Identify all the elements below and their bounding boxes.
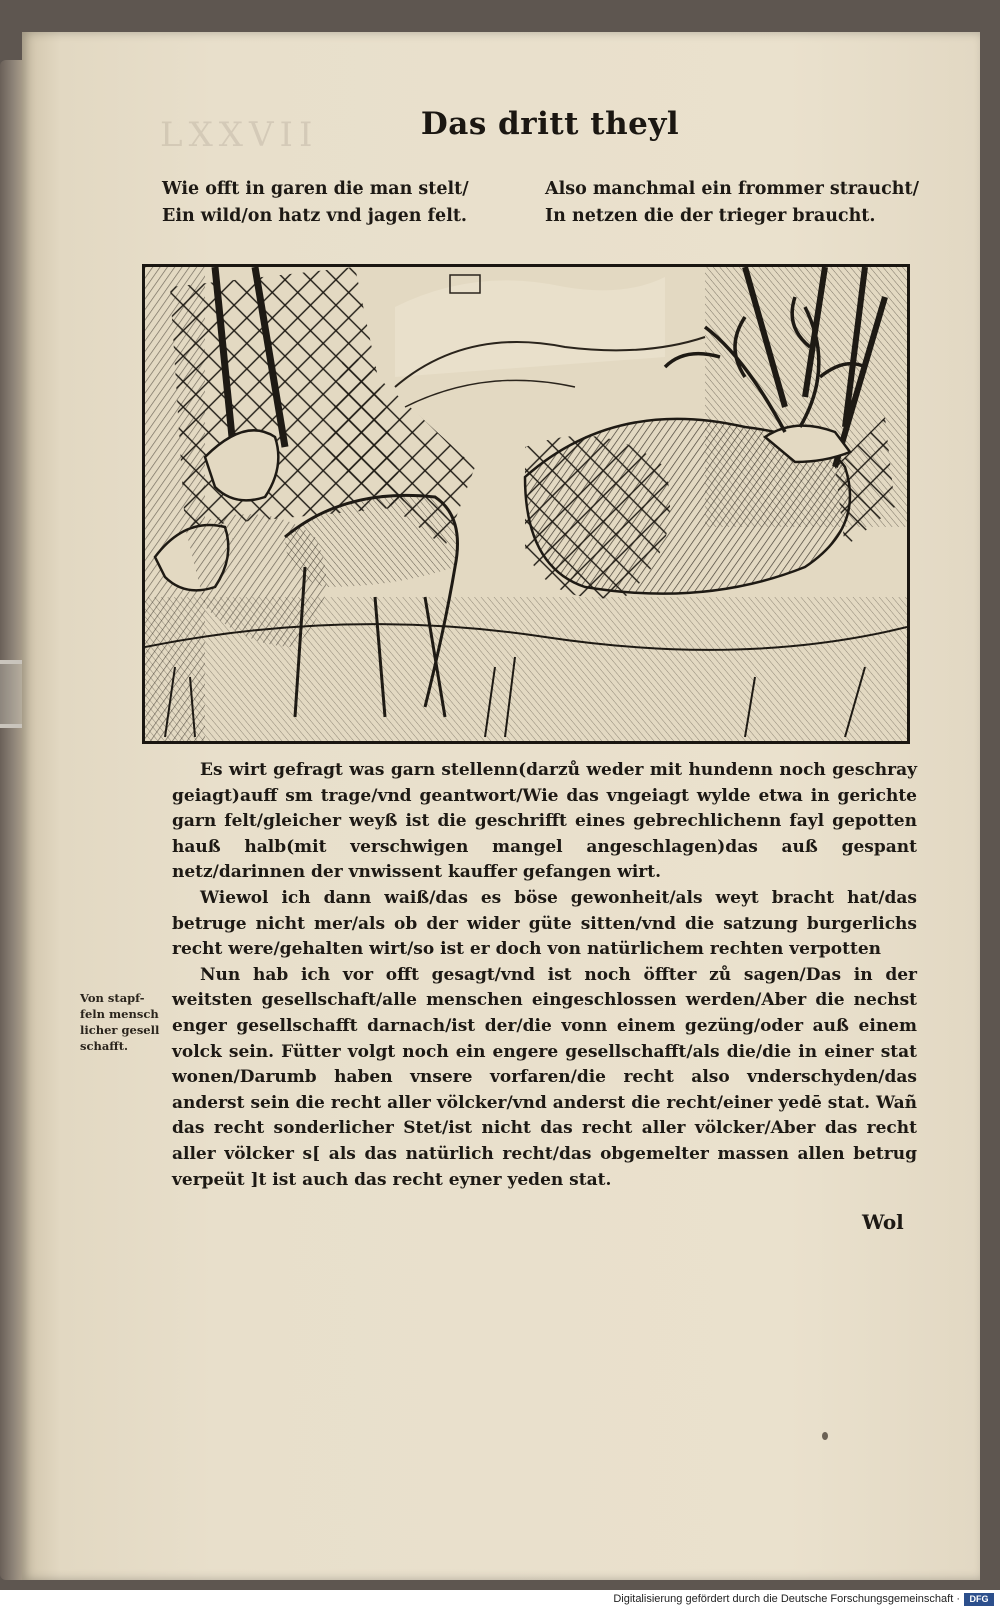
footer-bar <box>0 1590 1000 1611</box>
footer-credit: Digitalisierung gefördert durch die Deutsche Forschungsgemeinschaft · <box>613 1593 960 1605</box>
verse-line: Ein wild/on hatz vnd jagen felt. <box>162 206 468 226</box>
body-text <box>172 758 917 1193</box>
margin-note-line: feln mensch <box>80 1007 159 1021</box>
verse-line: Also manchmal ein frommer straucht/ <box>545 179 919 199</box>
margin-note <box>80 990 170 1054</box>
running-header: Das dritt theyl <box>420 106 680 142</box>
verse-right <box>545 176 919 230</box>
paragraph: Nun hab ich vor offt gesagt/vnd ist noch öffter zů sagen/Das in der weitsten gesellschaft/alle menschen eingeschlossen werden/Aber die nechst enger gesellschafft darnach/ist der/die vonn einem gezüng/oder auß einem volck sein. Fütter volgt noch ein engere gesellschafft/als die/die in einer stat wonen/Darumb haben vnsere vorfaren/die recht also vnderschyden/das anderst sein die recht aller völcker/vnd anderst die recht/einer yedē stat. Wañ das recht sonderlicher Stet/ist nicht das recht aller völcker/Aber das recht aller völcker s[ als das natürlich recht/das obgemelter massen allen betrug verpeüt ]t ist auch das recht eyner yeden stat. <box>172 964 917 1190</box>
margin-note-line: Von stapf- <box>80 991 145 1005</box>
ink-spot <box>822 1432 828 1440</box>
margin-note-line: schafft. <box>80 1039 129 1053</box>
verse-line: Wie offt in garen die man stelt/ <box>162 179 469 199</box>
verse-left <box>162 176 469 230</box>
dfg-logo-icon: DFG <box>964 1593 994 1606</box>
woodcut-illustration <box>142 264 910 744</box>
paragraph: Es wirt gefragt was garn stellenn(darzů weder mit hundenn noch geschray geiagt)auff sm trage/vnd geantwort/Wie das vngeiagt wylde etwa in gerichte garn felt/gleicher weyß ist die geschrifft eines gebrechlichenn fayl gepotten hauß halb(mit verschwigen mangel angeschlagen)das auß gespant netz/darinnen der vnwissent kauffer gefangen wirt. <box>172 760 917 883</box>
verse-line: In netzen die der trieger braucht. <box>545 206 876 226</box>
bleed-through-text: LXXVII <box>160 115 319 155</box>
woodcut-stag-in-net-image <box>145 267 907 741</box>
catchword: Wol <box>862 1210 904 1234</box>
margin-note-line: licher gesell <box>80 1023 160 1037</box>
paragraph: Wiewol ich dann waiß/das es böse gewonheit/als weyt bracht hat/das betruge nicht mer/als ob der wider güte sitten/vnd die satzung burgerlichs recht were/gehalten wirt/so ist er doch von natürlichem rechten verpotten <box>172 887 917 960</box>
